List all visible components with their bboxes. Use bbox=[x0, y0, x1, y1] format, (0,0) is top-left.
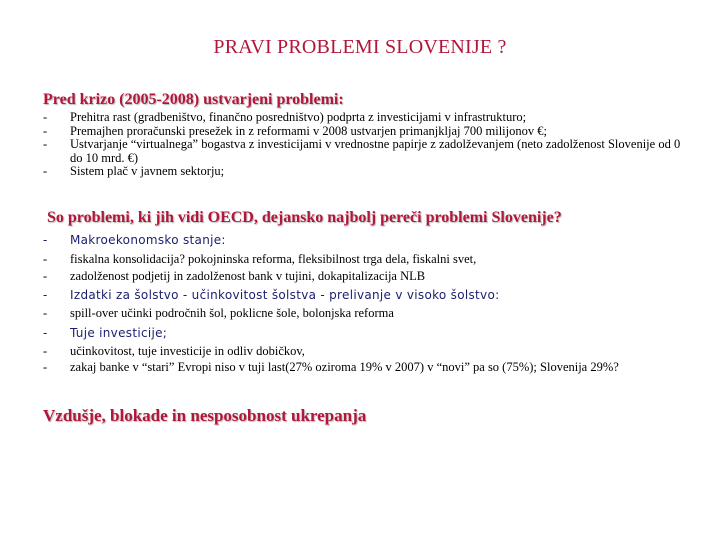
list-item-text: fiskalna konsolidacija? pokojninska reforma, fleksibilnost trga dela, fiskalni svet, bbox=[70, 252, 477, 266]
bullet-dash: - bbox=[43, 288, 48, 302]
slide-title: PRAVI PROBLEMI SLOVENIJE ? bbox=[213, 36, 507, 58]
list-item-text: Makroekonomsko stanje: bbox=[70, 233, 226, 247]
list-item-text: Izdatki za šolstvo - učinkovitost šolstva - prelivanje v visoko šolstvo: bbox=[70, 288, 500, 302]
list-item bbox=[43, 361, 683, 375]
list-item-text: učinkovitost, tuje investicije in odliv dobičkov, bbox=[70, 343, 305, 358]
list-item-text: zadolženost podjetij in zadolženost bank v tujini, dokapitalizacija NLB bbox=[70, 268, 426, 283]
list-item bbox=[43, 125, 683, 139]
bullet-dash: - bbox=[43, 325, 48, 340]
list-item bbox=[43, 270, 683, 284]
list-item-subheading bbox=[43, 288, 683, 302]
list-item bbox=[43, 253, 683, 267]
bullet-dash: - bbox=[43, 306, 48, 320]
list-item-text: Premajhen proračunski presežek in z reformami v 2008 ustvarjen primanjkljaj 700 milijonov €; bbox=[70, 123, 547, 138]
list-item-text: Ustvarjanje “virtualnega” bogastva z investicijami v vrednostne papirje z zadolževanjem (neto zadolženost Slovenije od 0 do 10 mrd. €) bbox=[70, 137, 681, 165]
list-item-subheading bbox=[43, 233, 683, 247]
list-item-subheading bbox=[43, 326, 683, 340]
bullet-dash: - bbox=[43, 137, 48, 151]
oecd-problems-list bbox=[43, 233, 683, 375]
list-item bbox=[43, 345, 683, 359]
bullet-dash: - bbox=[43, 123, 48, 138]
section-heading-pre-crisis: Pred krizo (2005-2008) ustvarjeni problemi: bbox=[43, 91, 344, 108]
list-item bbox=[43, 111, 683, 125]
list-item bbox=[43, 307, 683, 321]
section-heading-blockades: Vzdušje, blokade in nesposobnost ukrepanja bbox=[43, 406, 367, 425]
list-item-text: Sistem plač v javnem sektorju; bbox=[70, 164, 225, 178]
list-item bbox=[43, 138, 683, 165]
list-item-text: zakaj banke v “stari” Evropi niso v tuji last(27% oziroma 19% v 2007) v “novi” pa so (75%); Slovenija 29%? bbox=[70, 360, 619, 374]
list-item-text: Tuje investicije; bbox=[70, 325, 168, 340]
bullet-dash: - bbox=[43, 268, 48, 283]
list-item bbox=[43, 165, 683, 179]
bullet-dash: - bbox=[43, 343, 48, 358]
bullet-dash: - bbox=[43, 252, 48, 266]
list-item-text: Prehitra rast (gradbeništvo, finančno posredništvo) podprta z investicijami v infrastrukturo; bbox=[70, 110, 527, 124]
list-item-text: spill-over učinki področnih šol, poklicne šole, bolonjska reforma bbox=[70, 306, 394, 320]
section-heading-oecd: So problemi, ki jih vidi OECD, dejansko najbolj pereči problemi Slovenije? bbox=[47, 209, 562, 226]
pre-crisis-problems-list bbox=[43, 111, 683, 179]
bullet-dash: - bbox=[43, 110, 48, 124]
bullet-dash: - bbox=[43, 233, 48, 247]
bullet-dash: - bbox=[43, 360, 48, 374]
bullet-dash: - bbox=[43, 164, 48, 178]
